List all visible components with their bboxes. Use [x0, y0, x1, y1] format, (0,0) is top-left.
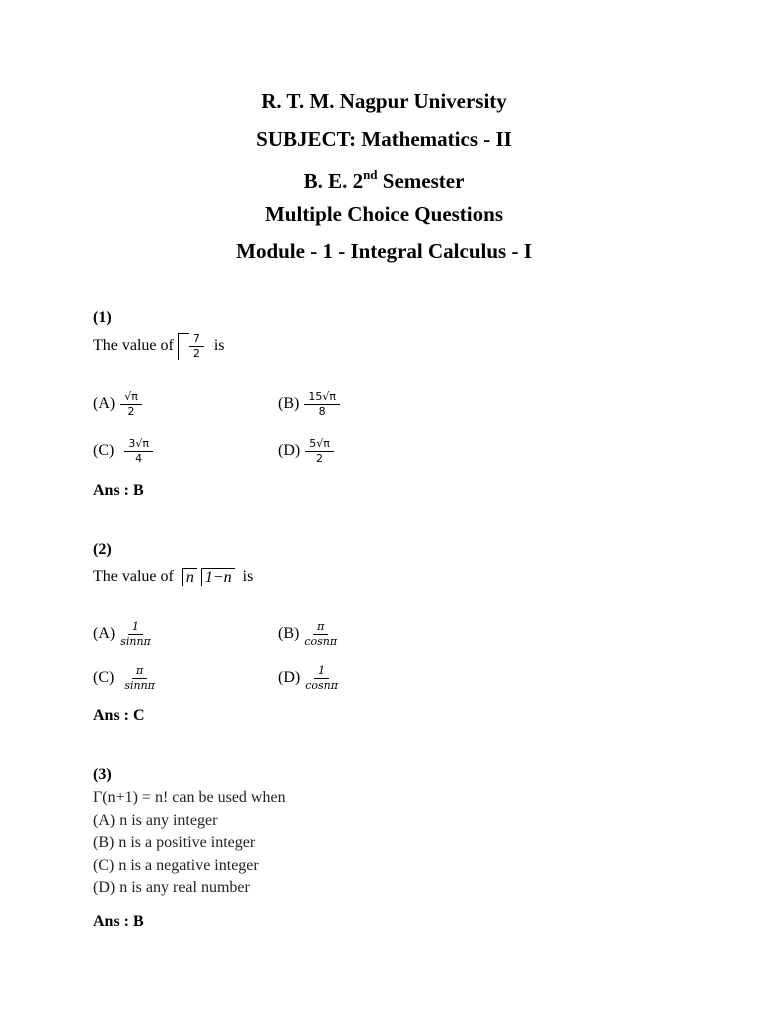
- question-type-title: Multiple Choice Questions: [264, 201, 503, 226]
- question-2-answer: Ans : C: [93, 707, 145, 724]
- question-3-answer: Ans : B: [93, 913, 144, 930]
- option-a: (A) $\frac{1}{\sin n\pi}$: [93, 619, 151, 648]
- question-3-option-d: (D) n is any real number: [93, 879, 250, 896]
- question-2-options-row-1: [93, 617, 493, 651]
- option-d: (D) $\frac{1}{\cos n\pi}$: [278, 663, 338, 692]
- question-2-stem: [93, 565, 253, 589]
- question-3-option-c: (C) n is a negative integer: [93, 856, 259, 874]
- question-3-body: [93, 787, 286, 900]
- question-2-number: (2): [93, 541, 112, 558]
- document-header: [0, 86, 768, 274]
- option-c: (C) $\frac{3√\pi}{4}$: [93, 434, 153, 468]
- question-3-option-a: (A) n is any integer: [93, 811, 218, 829]
- option-c: (C) $\frac{\pi}{\sin n\pi}$: [93, 663, 155, 692]
- semester-suffix: Semester: [377, 169, 465, 193]
- option-b: (B) $\frac{15√\pi}{8}$: [278, 387, 340, 421]
- option-d: (D) $\frac{5√\pi}{2}$: [278, 434, 334, 468]
- question-3-number: (3): [93, 766, 112, 783]
- module-title: Module - 1 - Integral Calculus - I: [236, 239, 532, 263]
- option-a: (A) $\frac{√\pi}{2}$: [93, 387, 142, 421]
- option-b: (B) $\frac{\pi}{\cos n\pi}$: [278, 619, 338, 648]
- question-1-answer: Ans : B: [93, 482, 144, 499]
- question-1-stem: [93, 330, 225, 362]
- gamma-symbol: [178, 333, 204, 360]
- semester-title: [0, 161, 768, 199]
- subject-title: SUBJECT: Mathematics - II: [256, 126, 512, 151]
- semester-sup: nd: [363, 167, 378, 182]
- question-1-suffix: is: [213, 337, 225, 354]
- university-title: R. T. M. Nagpur University: [261, 89, 507, 113]
- question-2-options-row-2: [93, 661, 493, 695]
- question-3-stem: Γ(n+1) = n! can be used when: [93, 789, 286, 806]
- semester-prefix: B. E. 2: [303, 169, 364, 193]
- question-1-argument: $\frac{7}{2}$: [189, 333, 204, 360]
- question-2-gamma-n: n: [182, 568, 197, 586]
- question-1-prefix: The value of: [93, 337, 174, 354]
- question-2-gamma-1-n: 1−n: [201, 568, 235, 586]
- question-2-suffix: is: [242, 568, 254, 585]
- question-1-options-row-2: [93, 434, 493, 468]
- question-3-option-b: (B) n is a positive integer: [93, 834, 256, 851]
- question-2-prefix: The value of: [93, 568, 174, 585]
- question-1-options-row-1: [93, 387, 493, 421]
- question-1-number: (1): [93, 309, 112, 326]
